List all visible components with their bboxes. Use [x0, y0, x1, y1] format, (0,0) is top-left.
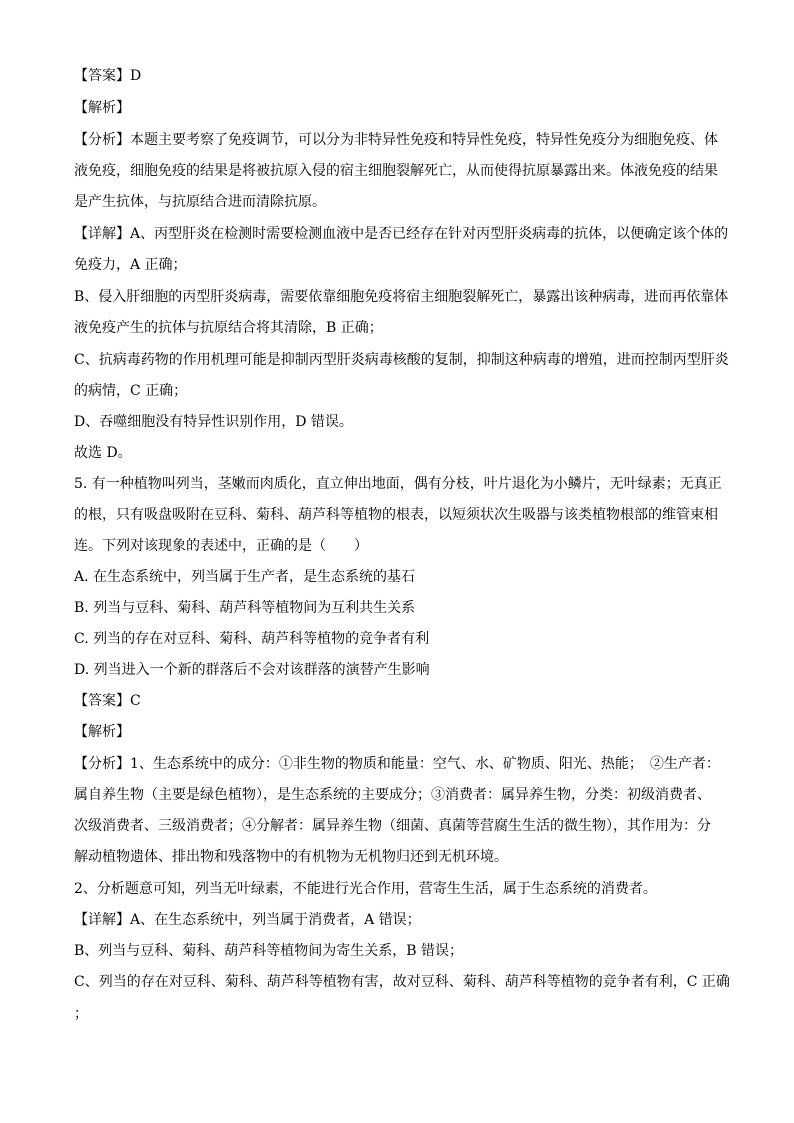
- answer-label-1: 【答案】D: [74, 68, 142, 84]
- analysis2-line-2: 属自养生物（主要是绿色植物），是生态系统的主要成分；③消费者：属异养生物，分类：初级消费者、: [74, 787, 711, 803]
- analysis-line-3: 是产生抗体，与抗原结合进而清除抗原。: [74, 194, 326, 210]
- detail2-line-2: B、列当与豆科、菊科、葫芦科等植物间为寄生关系，B 错误；: [74, 943, 464, 959]
- choice-line-1: 故选 D。: [74, 445, 132, 461]
- question-line-2: 的根，只有吸盘吸附在豆科、菊科、葫芦科等植物的根表，以短须状次生吸器与该类植物根部的维管束相: [74, 507, 718, 523]
- detail2-line-1: 【详解】A、在生态系统中，列当属于消费者，A 错误；: [74, 912, 421, 928]
- explanation-heading-2: 【解析】: [74, 724, 130, 740]
- analysis2-line-3: 次级消费者、三级消费者；④分解者：属异养生物（细菌、真菌等营腐生生活的微生物），其作用为：分: [74, 818, 711, 834]
- analysis2-line-1: 【分析】1、生态系统中的成分：①非生物的物质和能量：空气、水、矿物质、阳光、热能； ②生产者：: [74, 756, 720, 772]
- answer-label-2: 【答案】C: [74, 693, 141, 709]
- detail-line-1: 【详解】A、丙型肝炎在检测时需要检测血液中是否已经存在针对丙型肝炎病毒的抗体，以便确定该个体的: [74, 226, 729, 242]
- question-line-3: 连。下列对该现象的表述中，正确的是（ ）: [74, 538, 368, 554]
- explanation-heading-1: 【解析】: [74, 100, 130, 116]
- analysis-line-1: 【分析】本题主要考察了免疫调节，可以分为非特异性免疫和特异性免疫，特异性免疫分为细胞免疫、体: [74, 132, 718, 148]
- option-c: C. 列当的存在对豆科、菊科、葫芦科等植物的竞争者有利: [74, 631, 430, 647]
- detail2-line-4: ；: [74, 1006, 88, 1022]
- option-d: D. 列当进入一个新的群落后不会对该群落的演替产生影响: [74, 662, 430, 678]
- analysis2-line-5: 2、分析题意可知，列当无叶绿素，不能进行光合作用，营寄生生活，属于生态系统的消费者。: [74, 881, 657, 897]
- detail-line-3: B、侵入肝细胞的丙型肝炎病毒，需要依靠细胞免疫将宿主细胞裂解死亡，暴露出该种病毒，进而再依靠体: [74, 289, 729, 305]
- detail-line-4: 液免疫产生的抗体与抗原结合将其清除，B 正确；: [74, 320, 383, 336]
- detail-line-5: C、抗病毒药物的作用机理可能是抑制丙型肝炎病毒核酸的复制，抑制这种病毒的增殖，进而控制丙型肝炎: [74, 352, 729, 368]
- detail-line-6: 的病情，C 正确；: [74, 383, 188, 399]
- detail-line-2: 免疫力，A 正确；: [74, 257, 187, 273]
- detail-line-7: D、吞噬细胞没有特异性识别作用，D 错误。: [74, 414, 353, 430]
- option-a: A. 在生态系统中，列当属于生产者，是生态系统的基石: [74, 569, 416, 585]
- question-line-1: 5. 有一种植物叫列当，茎嫩而肉质化，直立伸出地面，偶有分枝，叶片退化为小鳞片，无叶绿素；无真正: [74, 476, 722, 492]
- detail2-line-3: C、列当的存在对豆科、菊科、葫芦科等植物有害，故对豆科、菊科、葫芦科等植物的竞争者有利，C 正确: [74, 974, 730, 990]
- analysis-line-2: 液免疫，细胞免疫的结果是将被抗原入侵的宿主细胞裂解死亡，从而使得抗原暴露出来。体液免疫的结果: [74, 163, 718, 179]
- analysis2-line-4: 解动植物遗体、排出物和残落物中的有机物为无机物归还到无机环境。: [74, 849, 508, 865]
- option-b: B. 列当与豆科、菊科、葫芦科等植物间为互利共生关系: [74, 600, 416, 616]
